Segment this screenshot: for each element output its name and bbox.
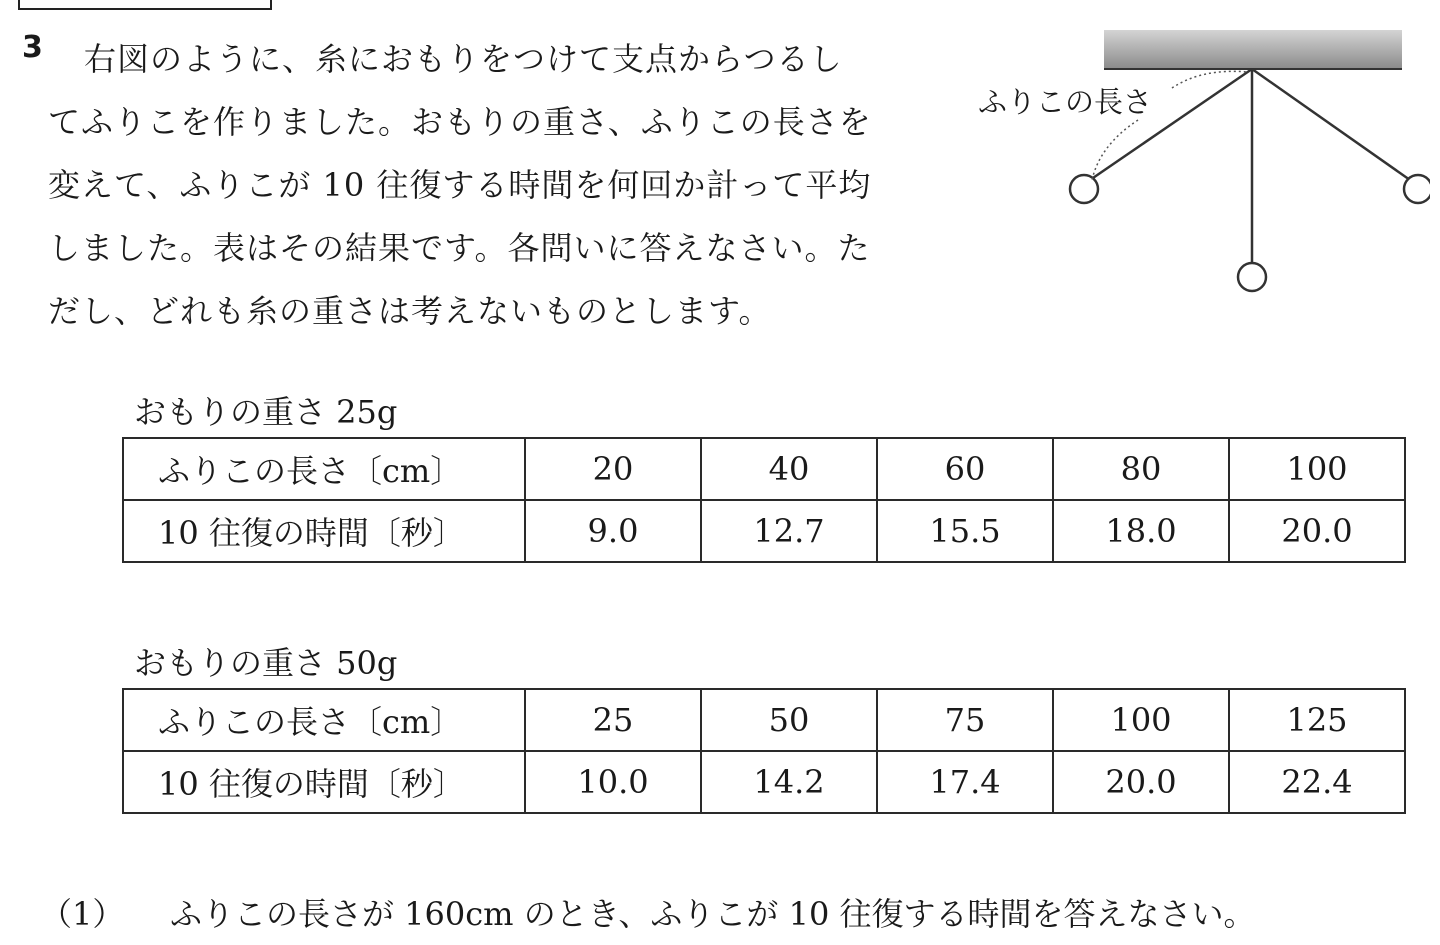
question-1 [40, 890, 1255, 938]
weight-bob-center [1238, 263, 1266, 291]
results-table-50g [122, 688, 1406, 814]
results-table-25g [122, 437, 1406, 563]
table-cell: 80 [1053, 438, 1229, 500]
problem-number: 3 [22, 30, 43, 65]
table-row [123, 751, 1405, 813]
table-cell: 125 [1229, 689, 1405, 751]
question-text: ふりこの長さが 160cm のとき、ふりこが 10 往復する時間を答えなさい。 [170, 895, 1256, 933]
row-header: 10 往復の時間〔秒〕 [123, 500, 525, 562]
pendulum-string-left [1090, 69, 1252, 180]
header-box [18, 0, 272, 10]
statement-line: 右図のように、糸におもりをつけて支点からつるし [84, 40, 843, 78]
table-cell: 9.0 [525, 500, 701, 562]
table-cell: 60 [877, 438, 1053, 500]
table-cell: 22.4 [1229, 751, 1405, 813]
row-header: ふりこの長さ〔cm〕 [123, 438, 525, 500]
weight-bob-left [1070, 175, 1098, 203]
table-cell: 10.0 [525, 751, 701, 813]
table-cell: 100 [1053, 689, 1229, 751]
table-caption-50g: おもりの重さ 50g [134, 644, 398, 682]
row-header: 10 往復の時間〔秒〕 [123, 751, 525, 813]
table-cell: 20.0 [1229, 500, 1405, 562]
table-cell: 50 [701, 689, 877, 751]
table-row [123, 438, 1405, 500]
question-label: （1） [40, 895, 125, 933]
table-cell: 12.7 [701, 500, 877, 562]
length-leader-bottom [1092, 120, 1138, 180]
table-cell: 75 [877, 689, 1053, 751]
problem-statement [48, 28, 924, 343]
table-row [123, 689, 1405, 751]
table-row [123, 500, 1405, 562]
table-cell: 40 [701, 438, 877, 500]
table-cell: 20 [525, 438, 701, 500]
table-cell: 17.4 [877, 751, 1053, 813]
ceiling-support [1104, 30, 1402, 68]
length-label: ふりこの長さ [978, 87, 1153, 119]
weight-bob-right [1404, 175, 1430, 203]
table-cell: 15.5 [877, 500, 1053, 562]
pendulum-diagram [960, 20, 1430, 310]
table-caption-25g: おもりの重さ 25g [134, 393, 398, 431]
table-cell: 20.0 [1053, 751, 1229, 813]
table-cell: 18.0 [1053, 500, 1229, 562]
table-cell: 14.2 [701, 751, 877, 813]
statement-line: しました。表はその結果です。各問いに答えなさい。た [48, 229, 871, 267]
table-cell: 100 [1229, 438, 1405, 500]
pendulum-string-right [1252, 69, 1410, 180]
row-header: ふりこの長さ〔cm〕 [123, 689, 525, 751]
statement-line: てふりこを作りました。おもりの重さ、ふりこの長さを [48, 103, 872, 141]
table-cell: 25 [525, 689, 701, 751]
statement-line: だし、どれも糸の重さは考えないものとします。 [48, 292, 772, 330]
statement-line: 変えて、ふりこが 10 往復する時間を何回か計って平均 [48, 166, 872, 204]
